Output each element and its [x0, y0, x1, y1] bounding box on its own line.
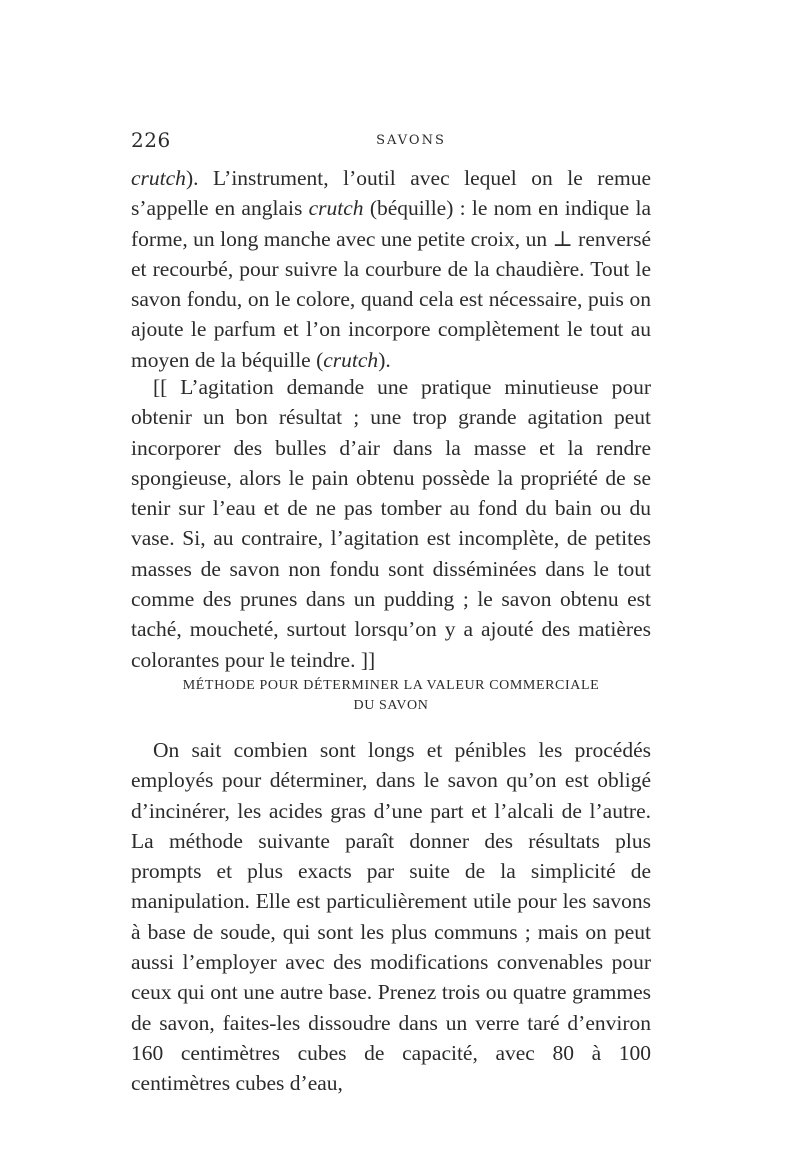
page-header	[131, 128, 651, 152]
italic-term: crutch	[131, 166, 186, 190]
paragraph-text: ). L’instrument, l’outil avec lequel on le remue s’appelle en anglais	[131, 166, 651, 221]
paragraph-text: (béquille) : le nom en indique la forme, un long manche avec une petite croix, un ⊥ renversé et recourbé, pour suivre la courbure de la chaudière. Tout le savon fondu, on le colore, quand cela est nécessaire, puis on ajoute le parfum et l’on incorpore complètement le tout au moyen de la béquille (	[131, 196, 652, 372]
paragraph-agitation: [[ L’agitation demande une pratique minutieuse pour obtenir un bon résultat ; une trop grande agitation peut incorporer des bulles d’air dans la masse et la rendre spongieuse, alors le pain obtenu possède la propriété de se tenir sur l’eau et de ne pas tomber au fond du bain ou du vase. Si, au contraire, l’agitation est incomplète, de petites masses de savon non fondu sont disséminées dans le tout comme des prunes dans un pudding ; le savon obtenu est taché, moucheté, surtout lorsqu’on y a ajouté des matières colorantes pour le teindre. ]]	[131, 375, 651, 672]
italic-term: crutch	[323, 347, 379, 372]
paragraph-crutch	[131, 163, 651, 375]
paragraph-text: ).	[378, 347, 391, 372]
running-title: SAVONS	[376, 133, 446, 148]
paragraph-methode: On sait combien sont longs et pénibles les procédés employés pour déterminer, dans le savon qu’on est obligé d’incinérer, les acides gras d’une part et l’alcali de l’autre. La méthode suivante paraît donner des résultats plus prompts et plus exacts par suite de la simplicité de manipulation. Elle est particulièrement utile pour les savons à base de soude, qui sont les plus communs ; mais on peut aussi l’employer avec des modifications convenables pour ceux qui ont une autre base. Prenez trois ou quatre grammes de savon, faites-les dissoudre dans un verre taré d’environ 160 centimètres cubes de capacité, avec 80 à 100 centimètres cubes d’eau,	[131, 738, 651, 1096]
italic-term: crutch	[308, 196, 364, 221]
page-number: 226	[131, 128, 171, 152]
section-heading-line-2: DU SAVON	[353, 698, 429, 713]
section-heading	[131, 676, 651, 716]
section-heading-line-1: MÉTHODE POUR DÉTERMINER LA VALEUR COMMERCIALE	[182, 678, 600, 693]
